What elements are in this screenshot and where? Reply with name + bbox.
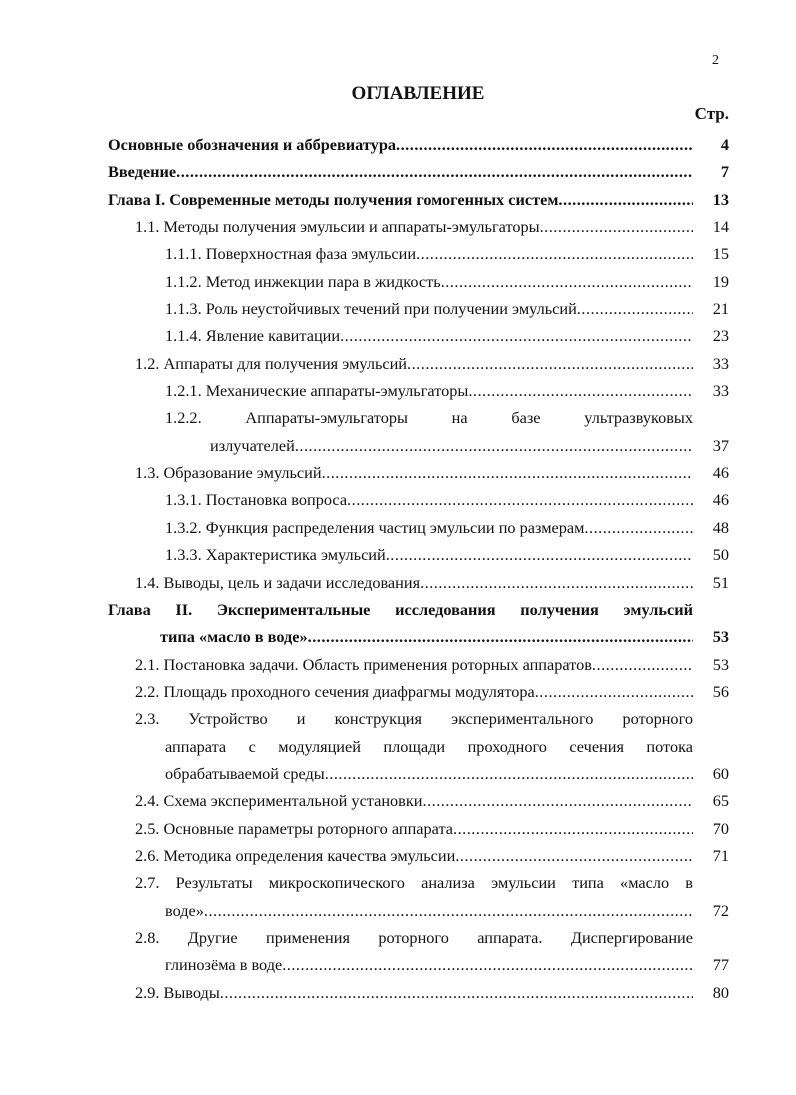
toc-entry-page: 14 — [712, 217, 729, 237]
toc-entry-title: Введение — [108, 162, 177, 182]
toc-line — [108, 623, 729, 650]
toc-entry-title: 2.7. Результаты микроскопического анализа эмульсии типа «масло в — [135, 873, 693, 893]
dot-leader — [455, 842, 693, 869]
toc-line — [108, 787, 729, 814]
toc-line — [108, 295, 729, 322]
toc-entry — [108, 459, 729, 486]
dot-leader — [420, 569, 693, 596]
toc-entry — [108, 514, 729, 541]
toc-entry-page: 56 — [712, 681, 729, 701]
toc-entry-page: 46 — [712, 463, 729, 483]
toc-entry-page: 72 — [712, 900, 729, 920]
toc-line — [108, 131, 729, 158]
dot-leader — [416, 240, 693, 267]
toc-entry-page: 77 — [712, 955, 729, 975]
toc-entry — [108, 350, 729, 377]
toc-entry-page: 51 — [712, 572, 729, 592]
dot-leader — [282, 951, 693, 978]
toc-entry-page: 4 — [720, 135, 729, 154]
toc-line — [108, 760, 729, 787]
page-column-header: Стр. — [694, 104, 729, 123]
toc-entry — [108, 842, 729, 869]
toc-entry-page: 53 — [712, 654, 729, 674]
toc-line — [108, 678, 729, 705]
toc-line — [108, 569, 729, 596]
dot-leader — [558, 186, 693, 213]
dot-leader — [347, 486, 693, 513]
toc-entry-title: 1.1.1. Поверхностная фаза эмульсии — [165, 244, 417, 264]
toc-entry-page: 53 — [712, 627, 729, 647]
toc-line — [108, 459, 729, 486]
toc-line — [108, 733, 729, 760]
toc-entry — [108, 924, 729, 979]
toc-line — [108, 186, 729, 213]
toc-entry — [108, 541, 729, 568]
toc-entry-page: 21 — [712, 299, 729, 319]
page-title: ОГЛАВЛЕНИЕ — [351, 83, 485, 104]
dot-leader — [584, 514, 693, 541]
toc-entry — [108, 404, 729, 459]
toc-line — [108, 514, 729, 541]
toc-line — [108, 158, 729, 185]
toc-entry-title: излучателей — [210, 435, 295, 455]
toc-line — [108, 377, 729, 404]
toc-entry — [108, 815, 729, 842]
toc-line — [108, 404, 729, 431]
dot-leader — [407, 350, 693, 377]
toc-entry-title: 1.3. Образование эмульсий — [135, 463, 322, 483]
toc-entry-title: 2.3. Устройство и конструкция экспериментального роторного — [135, 709, 693, 729]
toc-entry-title: 1.3.2. Функция распределения частиц эмульсии по размерам — [165, 517, 585, 537]
toc-line — [108, 897, 729, 924]
toc-line — [108, 651, 729, 678]
toc-entry-title: 1.3.1. Постановка вопроса — [165, 490, 348, 510]
toc-entry-page: 15 — [712, 244, 729, 264]
dot-leader — [176, 158, 693, 185]
table-of-contents — [108, 131, 729, 1006]
toc-entry-title: 1.2.2. Аппараты-эмульгаторы на базе ультразвуковых — [165, 408, 693, 428]
toc-entry — [108, 240, 729, 267]
dot-leader — [386, 541, 693, 568]
dot-leader — [204, 897, 693, 924]
toc-line — [108, 869, 729, 896]
toc-line — [108, 815, 729, 842]
toc-entry-page: 48 — [712, 517, 729, 537]
toc-entry-title: 2.9. Выводы — [135, 982, 220, 1002]
toc-entry-page: 60 — [712, 763, 729, 783]
toc-entry-page: 65 — [712, 791, 729, 811]
toc-entry-title: 1.4. Выводы, цель и задачи исследования — [135, 572, 421, 592]
toc-entry-page: 33 — [712, 353, 729, 373]
toc-entry — [108, 705, 729, 787]
toc-entry-page: 71 — [712, 845, 729, 865]
toc-entry — [108, 678, 729, 705]
dot-leader — [453, 815, 693, 842]
page-number: 2 — [712, 53, 719, 68]
toc-entry-title: Основные обозначения и аббревиатура — [108, 135, 397, 154]
dot-leader — [396, 131, 693, 158]
toc-entry-page: 46 — [712, 490, 729, 510]
toc-line — [108, 322, 729, 349]
toc-entry-title: аппарата с модуляцией площади проходного сечения потока — [165, 736, 693, 756]
dot-leader — [592, 651, 693, 678]
toc-entry — [108, 377, 729, 404]
toc-line — [108, 979, 729, 1006]
toc-line — [108, 350, 729, 377]
toc-entry-title: 1.1.2. Метод инжекции пара в жидкость — [165, 271, 441, 291]
toc-entry — [108, 651, 729, 678]
toc-entry — [108, 869, 729, 924]
dot-leader — [423, 787, 694, 814]
toc-line — [108, 541, 729, 568]
toc-entry-page: 50 — [712, 545, 729, 565]
toc-entry-page: 7 — [720, 162, 729, 182]
toc-entry-title: воде» — [165, 900, 204, 920]
toc-entry-title: 1.2.1. Механические аппараты-эмульгаторы — [165, 381, 469, 401]
toc-entry-title: 2.4. Схема экспериментальной установки — [135, 791, 423, 811]
dot-leader — [468, 377, 693, 404]
toc-entry-page: 37 — [712, 435, 729, 455]
toc-entry — [108, 979, 729, 1006]
toc-line — [108, 951, 729, 978]
toc-entry-title: 2.2. Площадь проходного сечения диафрагмы модулятора — [135, 681, 535, 701]
toc-entry-title: Глава II. Экспериментальные исследования получения эмульсий — [108, 599, 693, 619]
toc-entry-page: 19 — [712, 271, 729, 291]
toc-entry — [108, 787, 729, 814]
toc-entry — [108, 268, 729, 295]
toc-line — [108, 213, 729, 240]
toc-entry-title: 1.1.4. Явление кавитации — [165, 326, 341, 346]
toc-entry — [108, 486, 729, 513]
toc-line — [108, 268, 729, 295]
dot-leader — [220, 979, 693, 1006]
toc-entry-page: 13 — [712, 189, 729, 209]
toc-entry-title: Глава I. Современные методы получения гомогенных систем — [108, 189, 559, 209]
dot-leader — [540, 213, 693, 240]
dot-leader — [325, 760, 693, 787]
toc-entry-title: 1.1. Методы получения эмульсии и аппараты-эмульгаторы — [135, 217, 540, 237]
toc-entry — [108, 158, 729, 185]
toc-line — [108, 596, 729, 623]
toc-entry-page: 70 — [712, 818, 729, 838]
toc-line — [108, 240, 729, 267]
toc-entry-title: 2.8. Другие применения роторного аппарата. Диспергирование — [135, 927, 693, 947]
toc-entry-page: 33 — [712, 381, 729, 401]
dot-leader — [322, 459, 693, 486]
toc-entry — [108, 131, 729, 158]
toc-entry — [108, 322, 729, 349]
toc-entry-title: 2.1. Постановка задачи. Область применения роторных аппаратов — [135, 654, 592, 674]
toc-entry-page: 23 — [712, 326, 729, 346]
toc-line — [108, 432, 729, 459]
dot-leader — [535, 678, 693, 705]
toc-entry — [108, 596, 729, 651]
dot-leader — [577, 295, 693, 322]
toc-entry — [108, 213, 729, 240]
toc-entry — [108, 186, 729, 213]
dot-leader — [340, 322, 693, 349]
toc-line — [108, 486, 729, 513]
toc-entry-title: 1.1.3. Роль неустойчивых течений при получении эмульсий — [165, 299, 577, 319]
toc-entry-title: 1.3.3. Характеристика эмульсий — [165, 545, 386, 565]
toc-entry-title: 1.2. Аппараты для получения эмульсий — [135, 353, 408, 373]
dot-leader — [295, 432, 693, 459]
toc-entry-title: глинозёма в воде — [165, 955, 283, 975]
toc-line — [108, 842, 729, 869]
toc-entry-title: типа «масло в воде» — [160, 627, 308, 647]
toc-entry-title: 2.6. Методика определения качества эмульсии — [135, 845, 456, 865]
dot-leader — [308, 623, 693, 650]
toc-line — [108, 924, 729, 951]
toc-line — [108, 705, 729, 732]
toc-entry — [108, 295, 729, 322]
toc-entry-page: 80 — [712, 982, 729, 1002]
toc-entry-title: 2.5. Основные параметры роторного аппарата — [135, 818, 454, 838]
toc-entry — [108, 569, 729, 596]
dot-leader — [441, 268, 693, 295]
toc-entry-title: обрабатываемой среды — [165, 763, 325, 783]
